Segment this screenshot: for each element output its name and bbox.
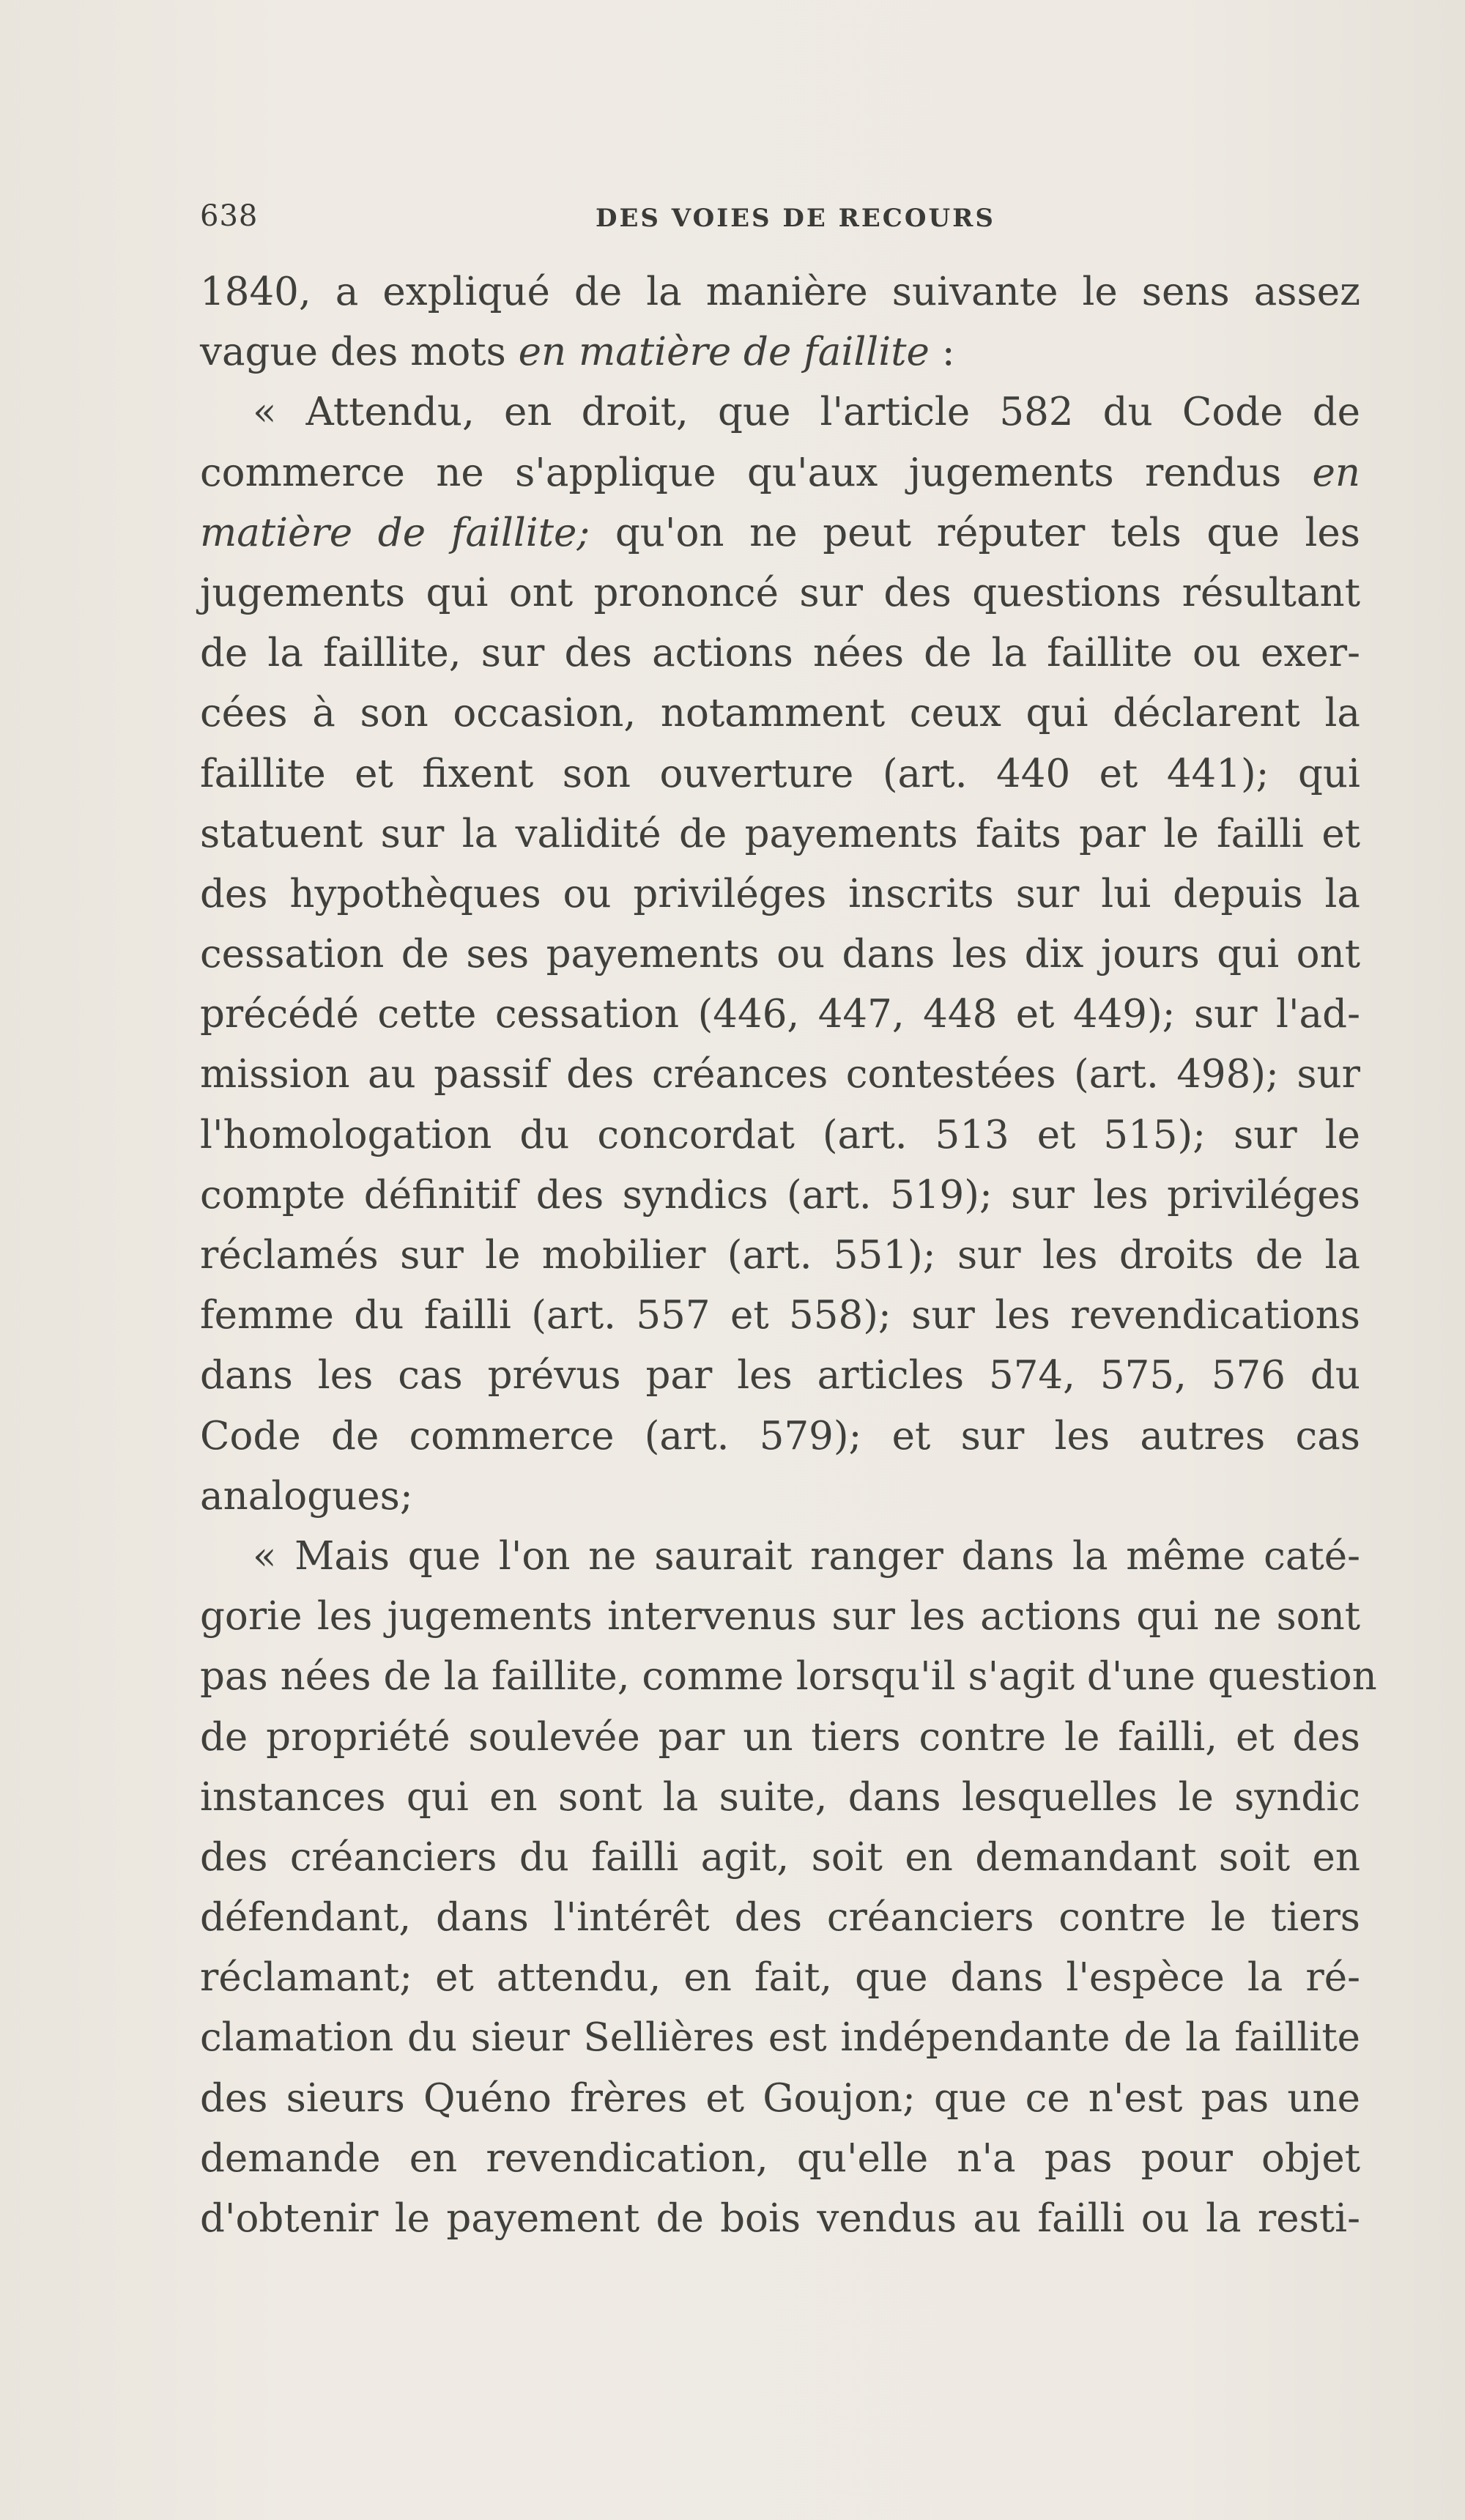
text-line: instances qui en sont la suite, dans lesquelles le syndic [200, 1774, 1360, 1820]
italic-phrase: matière de faillite; [200, 510, 590, 555]
text-line: gorie les jugements intervenus sur les actions qui ne sont [200, 1594, 1360, 1639]
text-line: analogues; [200, 1473, 413, 1519]
text-line: réclamés sur le mobilier (art. 551); sur les droits de la [200, 1233, 1360, 1278]
text-line: Code de commerce (art. 579); et sur les autres cas [200, 1413, 1360, 1459]
text-line: pas nées de la faillite, comme lorsqu'il s'agit d'une question [200, 1654, 1377, 1700]
text-line: cées à son occasion, notamment ceux qui déclarent la [200, 691, 1360, 736]
text-line: des sieurs Quéno frères et Goujon; que ce n'est pas une [200, 2075, 1360, 2121]
text-line: des hypothèques ou priviléges inscrits sur lui depuis la [200, 871, 1360, 916]
text-line: « Mais que l'on ne saurait ranger dans la même caté- [253, 1533, 1360, 1579]
text-line: commerce ne s'applique qu'aux jugements rendus en [200, 450, 1360, 495]
text-line: d'obtenir le payement de bois vendus au failli ou la resti- [200, 2196, 1360, 2241]
text-line: vague des mots en matière de faillite : [200, 330, 955, 375]
text-line: femme du failli (art. 557 et 558); sur les revendications [200, 1293, 1360, 1338]
text-line: mission au passif des créances contestées (art. 498); sur [200, 1052, 1360, 1097]
text-line: réclamant; et attendu, en fait, que dans l'espèce la ré- [200, 1955, 1360, 2001]
italic-phrase: en matière de faillite [518, 330, 930, 375]
running-title: DES VOIES DE RECOURS [596, 204, 995, 233]
text-line: précédé cette cessation (446, 447, 448 et 449); sur l'ad- [200, 992, 1360, 1037]
text-line: statuent sur la validité de payements faits par le failli et [200, 811, 1360, 856]
text-line: jugements qui ont prononcé sur des questions résultant [200, 570, 1360, 615]
text-line: matière de faillite; qu'on ne peut réputer tels que les [200, 510, 1360, 555]
text-line: l'homologation du concordat (art. 513 et 515); sur le [200, 1112, 1360, 1157]
text-line: de propriété soulevée par un tiers contre le failli, et des [200, 1714, 1360, 1760]
text-line: dans les cas prévus par les articles 574, 575, 576 du [200, 1353, 1360, 1398]
text-line: défendant, dans l'intérêt des créanciers contre le tiers [200, 1895, 1360, 1941]
page-number: 638 [200, 199, 259, 233]
text-line: clamation du sieur Sellières est indépendante de la faillite [200, 2015, 1360, 2061]
text-line: demande en revendication, qu'elle n'a pas pour objet [200, 2135, 1360, 2181]
text-line: faillite et fixent son ouverture (art. 440 et 441); qui [200, 751, 1360, 796]
text-line: « Attendu, en droit, que l'article 582 du Code de [253, 390, 1360, 435]
italic-phrase: en [1312, 450, 1360, 495]
text-line: 1840, a expliqué de la manière suivante le sens assez [200, 270, 1360, 314]
text-line: compte définitif des syndics (art. 519); sur les priviléges [200, 1172, 1360, 1218]
text-line: de la faillite, sur des actions nées de la faillite ou exer- [200, 631, 1360, 676]
text-line: cessation de ses payements ou dans les dix jours qui ont [200, 932, 1360, 977]
text-line: des créanciers du failli agit, soit en demandant soit en [200, 1834, 1360, 1880]
body-text [200, 262, 1377, 2249]
page-header [200, 199, 1387, 243]
